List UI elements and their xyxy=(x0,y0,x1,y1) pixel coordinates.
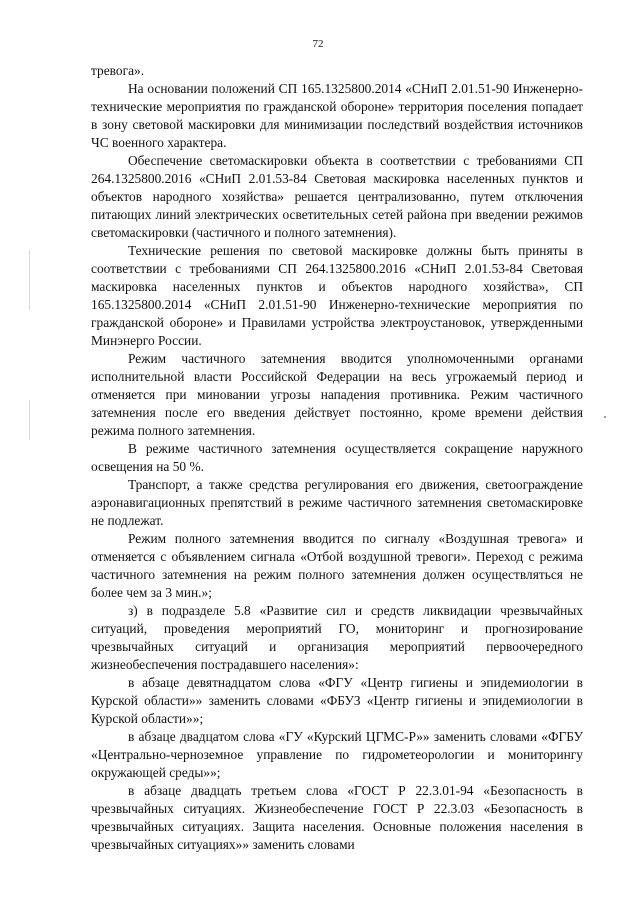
paragraph-abzats-19: в абзаце девятнадцатом слова «ФГУ «Центр гигиены и эпидемиологии в Курской области»» заменить словами «ФБУЗ «Центр гигиены и эпидемиологии в Курской области»»; xyxy=(91,675,583,726)
paragraph-light-masking-provision: Обеспечение светомаскировки объекта в соответствии с требованиями СП 264.1325800.2016 «СНиП 2.01.53-84 Световая маскировка населенных пунктов и объектов народного хозяйства» решается централизованно, путем отключения питающих линий электрических осветительных сетей района при введении режимов светомаскировки (частичного и полного затемнения). xyxy=(91,153,583,240)
paragraph-subsection-5-8: з) в подразделе 5.8 «Развитие сил и средств ликвидации чрезвычайных ситуаций, проведения мероприятий ГО, мониторинг и прогнозирование чрезвычайных ситуаций и организация мероприятий первоочередного жизнеобеспечения пострадавшего населения»: xyxy=(91,603,583,672)
paragraph-transport-exemption: Транспорт, а также средства регулирования его движения, светоограждение аэронавигационных препятствий в режиме частичного затемнения светомаскировке не подлежат. xyxy=(91,477,583,528)
left-margin-scan-mark-lower xyxy=(29,400,30,440)
paragraph-technical-solutions: Технические решения по световой маскировке должны быть приняты в соответствии с требованиями СП 264.1325800.2016 «СНиП 2.01.53-84 Световая маскировка населенных пунктов и объектов народного хозяйства», СП 165.1325800.2014 «СНиП 2.01.51-90 Инженерно-технические мероприятия по гражданской обороне» и Правилами устройства электроустановок, утвержденными Минэнерго России. xyxy=(91,243,583,348)
page-number: 72 xyxy=(312,38,324,50)
scan-speck xyxy=(604,416,606,418)
paragraph-continuation: тревога». xyxy=(91,63,145,78)
left-margin-scan-mark xyxy=(29,250,30,310)
paragraph-full-blackout-mode: Режим полного затемнения вводится по сигналу «Воздушная тревога» и отменяется с объявлением сигнала «Отбой воздушной тревоги». Переход с режима частичного затемнения на режим полного затемнения должен осуществляться не более чем за 3 мин.»; xyxy=(91,531,583,600)
paragraph-partial-blackout-mode: Режим частичного затемнения вводится уполномоченными органами исполнительной власти Российской Федерации на весь угрожаемый период и отменяется при миновании угрозы нападения противника. Режим частичного затемнения после его введения действует постоянно, кроме времени действия режима полного затемнения. xyxy=(91,351,583,438)
paragraph-light-masking-zone: На основании положений СП 165.1325800.2014 «СНиП 2.01.51-90 Инженерно-технические мероприятия по гражданской обороне» территория поселения попадает в зону световой маскировки для минимизации последствий воздействия источников ЧС военного характера. xyxy=(91,81,583,150)
paragraph-abzats-20: в абзаце двадцатом слова «ГУ «Курский ЦГМС-Р»» заменить словами «ФГБУ «Центрально-черноземное управление по гидрометеорологии и мониторингу окружающей среды»»; xyxy=(91,729,583,780)
document-body xyxy=(91,62,583,854)
paragraph-lighting-reduction: В режиме частичного затемнения осуществляется сокращение наружного освещения на 50 %. xyxy=(91,441,583,474)
paragraph-abzats-23: в абзаце двадцать третьем слова «ГОСТ Р 22.3.01-94 «Безопасность в чрезвычайных ситуациях. Жизнеобеспечение ГОСТ Р 22.3.03 «Безопасность в чрезвычайных ситуациях. Защита населения. Основные положения населения в чрезвычайных ситуациях»» заменить словами xyxy=(91,783,583,852)
